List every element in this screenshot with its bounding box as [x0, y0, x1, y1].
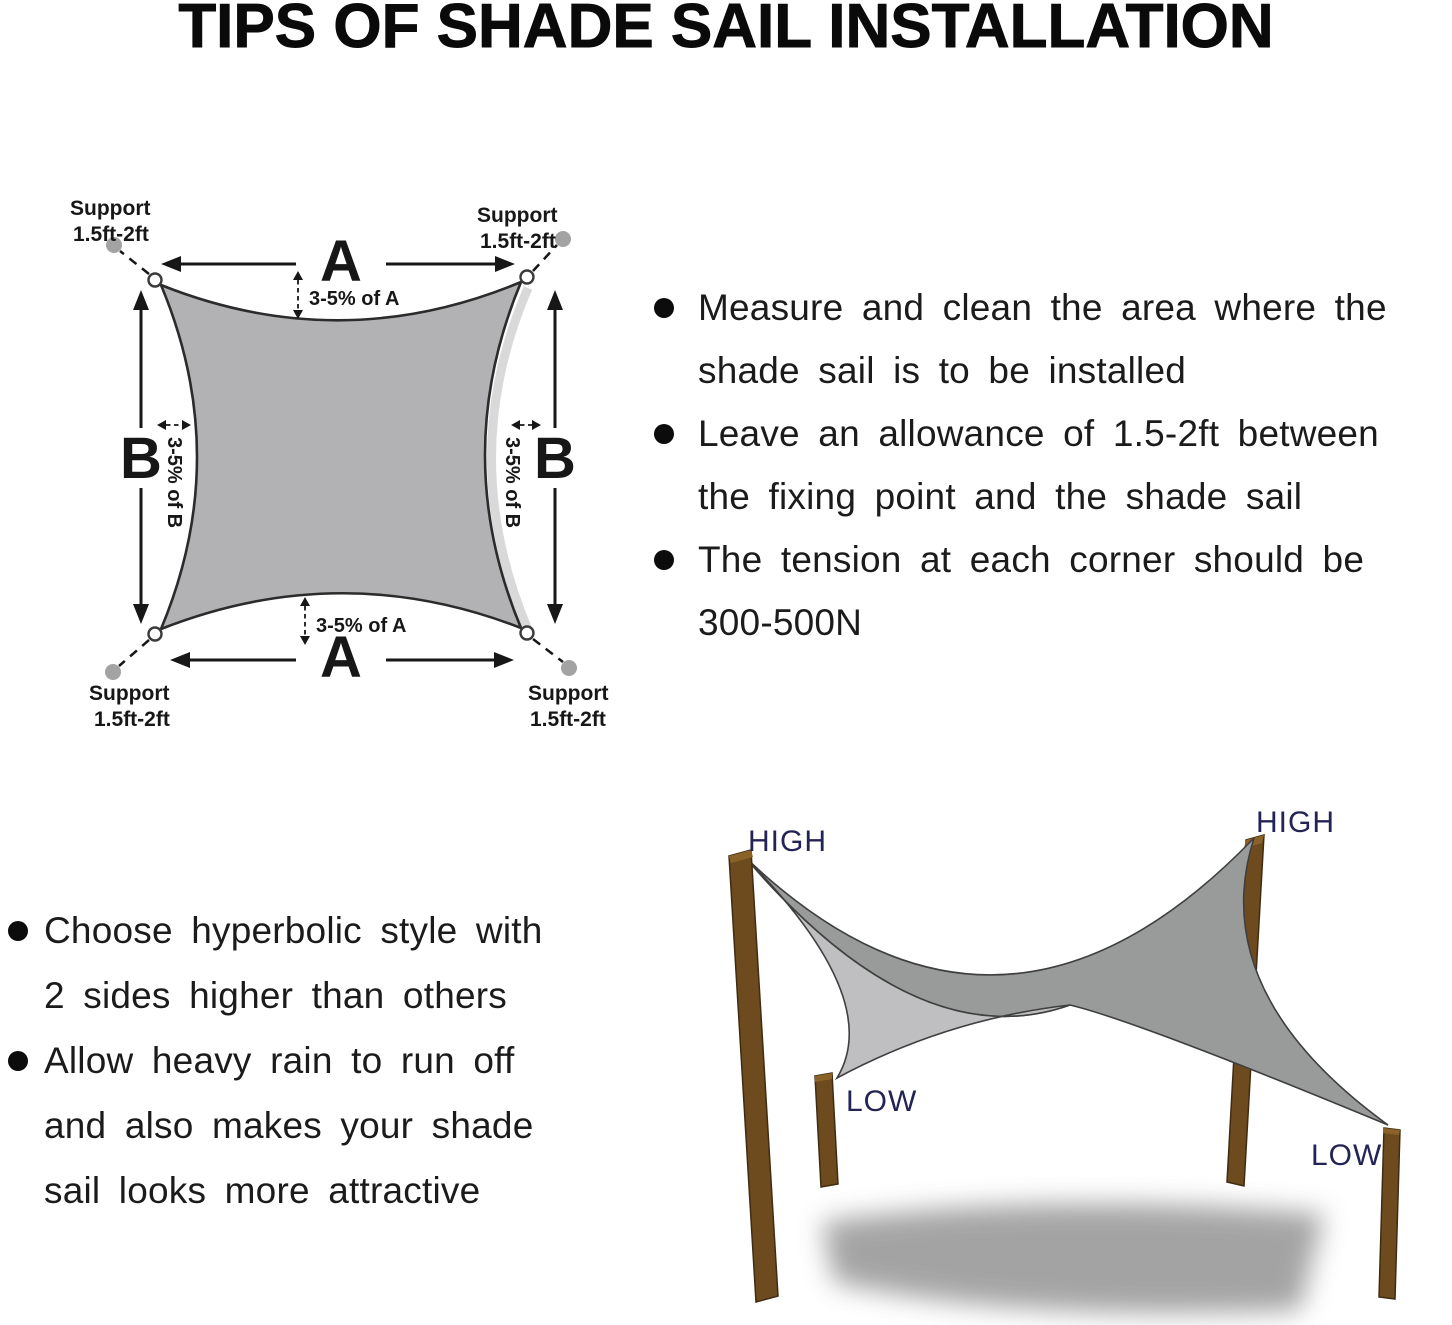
- bullet-dot-icon: [654, 550, 674, 570]
- tip-text: Measure and clean the area where the: [698, 286, 1387, 328]
- side-b-label-left: B: [120, 426, 162, 491]
- tip-line: [8, 1028, 650, 1093]
- post-high-left: [729, 850, 778, 1302]
- support-label-top-right-1: Support: [477, 204, 558, 227]
- corner-ring-bottom-left: [149, 628, 162, 641]
- side-a-label-bottom: A: [320, 625, 362, 690]
- tip-text: The tension at each corner should be: [698, 538, 1365, 580]
- sag-b-label-left: 3-5% of B: [163, 437, 185, 529]
- bullet-dot-icon: [654, 298, 674, 318]
- high-label-right: HIGH: [1256, 806, 1335, 839]
- sail-dimension-diagram: [40, 170, 660, 760]
- tip-line: [654, 465, 1452, 528]
- tip-text: sail looks more attractive: [44, 1169, 481, 1211]
- tether-top-left: [120, 251, 149, 274]
- hyperbolic-sail-illustration: [672, 780, 1452, 1325]
- support-label-top-left-1: Support: [70, 197, 151, 220]
- support-label-bottom-left-2: 1.5ft-2ft: [94, 708, 170, 731]
- tip-text: 2 sides higher than others: [44, 974, 507, 1016]
- support-label-top-left-2: 1.5ft-2ft: [73, 223, 149, 246]
- support-label-bottom-left-1: Support: [89, 682, 170, 705]
- side-a-label-top: A: [320, 229, 362, 294]
- sag-a-label-bottom: 3-5% of A: [316, 615, 407, 637]
- tip-text: 300-500N: [698, 601, 863, 643]
- tips-list-bottom: [8, 898, 650, 1223]
- tip-line: [654, 528, 1452, 591]
- corner-ring-top-left: [149, 274, 162, 287]
- dimension-a-bottom: [170, 597, 514, 690]
- ground-shadow: [822, 1204, 1324, 1313]
- low-label-left: LOW: [846, 1085, 918, 1118]
- corner-ring-bottom-right: [521, 627, 534, 640]
- bullet-dot-icon: [8, 921, 28, 941]
- support-label-bottom-right-2: 1.5ft-2ft: [530, 708, 606, 731]
- sag-a-label-top: 3-5% of A: [309, 288, 400, 310]
- side-b-label-right: B: [534, 426, 576, 491]
- page-title: TIPS OF SHADE SAIL INSTALLATION: [178, 0, 1274, 61]
- bullet-dot-icon: [8, 1051, 28, 1071]
- tip-line: [654, 402, 1452, 465]
- tip-line: [654, 276, 1452, 339]
- tip-line: [8, 963, 650, 1028]
- tip-text: the fixing point and the shade sail: [698, 475, 1303, 517]
- tip-text: Leave an allowance of 1.5-2ft between: [698, 412, 1379, 454]
- tether-bottom-right: [533, 639, 563, 662]
- high-label-left: HIGH: [748, 825, 827, 858]
- sag-b-label-right: 3-5% of B: [501, 437, 523, 529]
- tip-text: shade sail is to be installed: [698, 349, 1187, 391]
- bullet-dot-icon: [654, 424, 674, 444]
- support-label-top-right-2: 1.5ft-2ft: [480, 230, 556, 253]
- support-dot-bottom-right: [561, 660, 577, 676]
- support-dot-top-right: [555, 231, 571, 247]
- corner-ring-top-right: [521, 271, 534, 284]
- sail-shape: [161, 282, 521, 629]
- sail-shape-group: [161, 282, 528, 630]
- tip-line: [654, 339, 1452, 402]
- post-low-left: [815, 1073, 838, 1187]
- tip-text: Allow heavy rain to run off: [44, 1039, 515, 1081]
- tip-line: [8, 1158, 650, 1223]
- tip-line: [8, 1093, 650, 1158]
- tips-list-top: [654, 276, 1452, 654]
- support-label-bottom-right-1: Support: [528, 682, 609, 705]
- support-dot-bottom-left: [105, 664, 121, 680]
- tip-text: and also makes your shade: [44, 1104, 534, 1146]
- tip-line: [654, 591, 1452, 654]
- tip-line: [8, 898, 650, 963]
- tip-text: Choose hyperbolic style with: [44, 909, 543, 951]
- tether-bottom-left: [119, 640, 149, 666]
- low-label-right: LOW: [1311, 1139, 1383, 1172]
